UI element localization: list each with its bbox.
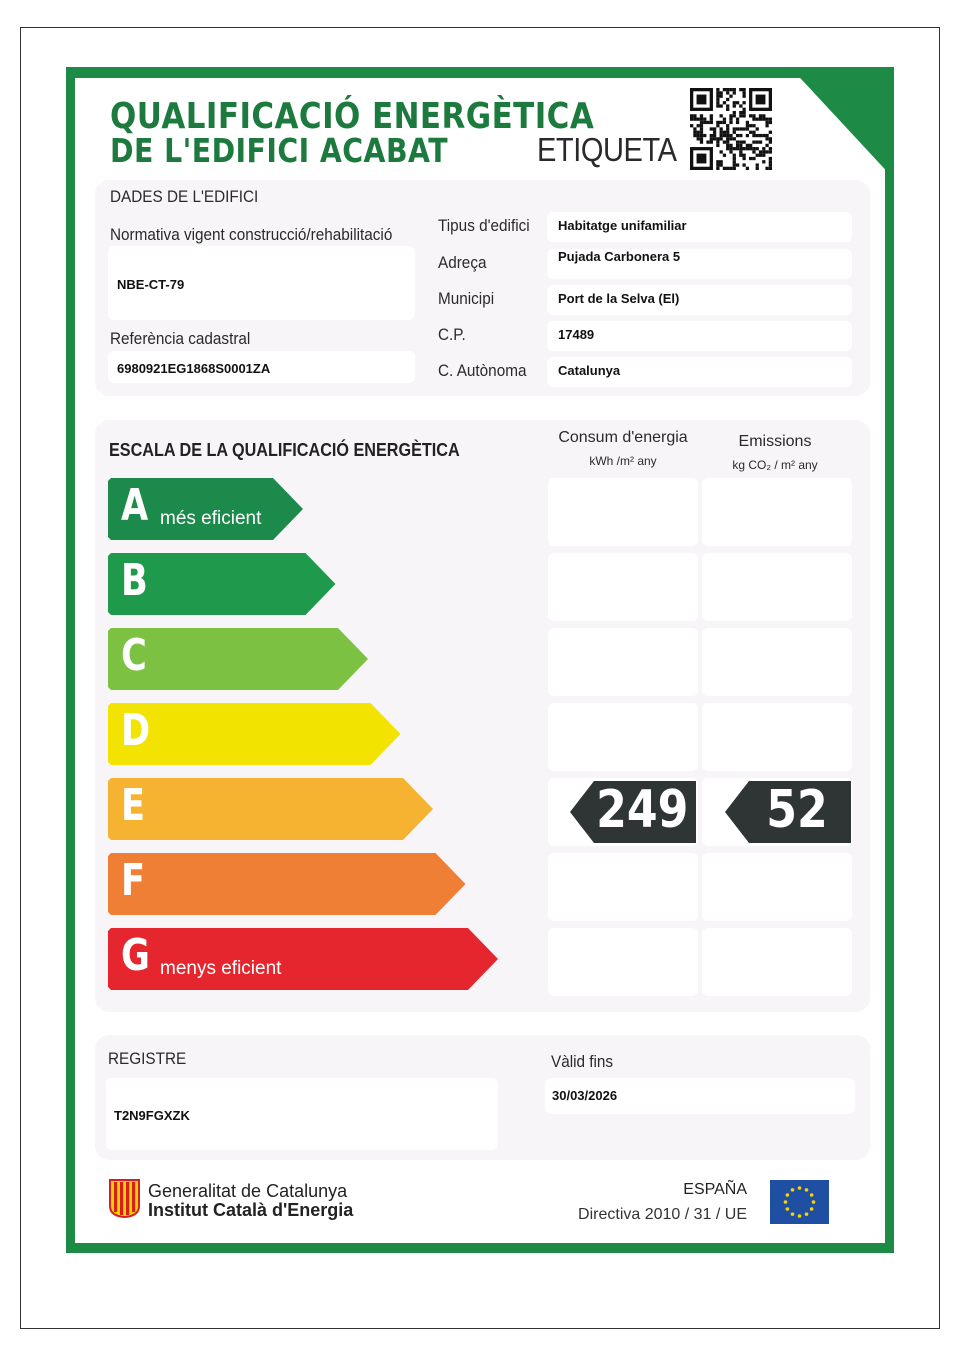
band-note: menys eficient bbox=[160, 958, 282, 979]
registre-label: REGISTRE bbox=[108, 1049, 187, 1068]
band-letter: E bbox=[121, 780, 146, 831]
registre-value: T2N9FGXZK bbox=[114, 1108, 190, 1123]
cadastral-label: Referència cadastral bbox=[110, 329, 251, 348]
field-label: C. Autònoma bbox=[438, 361, 527, 380]
energy-band-d bbox=[108, 703, 401, 765]
field-label: Adreça bbox=[438, 253, 487, 272]
qr-code-icon bbox=[690, 88, 772, 170]
consum-cell bbox=[548, 553, 698, 621]
emissions-cell bbox=[702, 928, 852, 996]
page-title: QUALIFICACIÓ ENERGÈTICA bbox=[110, 96, 595, 137]
consum-cell bbox=[548, 853, 698, 921]
energy-band-b bbox=[108, 553, 336, 615]
field-label: Municipi bbox=[438, 289, 495, 308]
band-note: més eficient bbox=[160, 508, 262, 529]
emissions-heading: Emissions bbox=[738, 433, 812, 450]
consum-cell bbox=[548, 628, 698, 696]
band-arrow-shape bbox=[108, 703, 401, 765]
field-value: Pujada Carbonera 5 bbox=[558, 249, 681, 264]
generalitat-logo-icon bbox=[108, 1178, 141, 1218]
energy-band-e bbox=[108, 778, 433, 840]
emissions-cell bbox=[702, 478, 852, 546]
normativa-value: NBE-CT-79 bbox=[117, 277, 185, 292]
field-value: Habitatge unifamiliar bbox=[558, 218, 687, 233]
consum-heading: Consum d'energia bbox=[558, 429, 688, 446]
field-value: Catalunya bbox=[558, 363, 621, 378]
band-letter: B bbox=[121, 555, 148, 606]
field-label: C.P. bbox=[438, 325, 466, 344]
eu-flag-icon bbox=[770, 1180, 829, 1224]
valid-label: Vàlid fins bbox=[551, 1052, 614, 1071]
emissions-cell bbox=[702, 703, 852, 771]
energy-band-g bbox=[108, 928, 498, 990]
scale-title: ESCALA DE LA QUALIFICACIÓ ENERGÈTICA bbox=[109, 440, 460, 460]
page-subtitle: DE L'EDIFICI ACABAT bbox=[110, 131, 448, 170]
emissions-unit: kg CO₂ / m² any bbox=[732, 458, 818, 472]
consum-cell bbox=[548, 703, 698, 771]
field-value: 17489 bbox=[558, 327, 595, 342]
band-letter: F bbox=[121, 855, 146, 906]
band-arrow-shape bbox=[108, 628, 368, 690]
band-arrow-shape bbox=[108, 778, 433, 840]
band-letter: D bbox=[121, 705, 151, 756]
badge-value: 52 bbox=[766, 780, 828, 840]
energy-band-a bbox=[108, 478, 303, 540]
building-section-title: DADES DE L'EDIFICI bbox=[110, 187, 259, 206]
consum-badge bbox=[570, 781, 696, 843]
field-label: Tipus d'edifici bbox=[438, 216, 530, 235]
org-name: Generalitat de Catalunya bbox=[148, 1181, 348, 1201]
consum-cell bbox=[548, 478, 698, 546]
band-arrow-shape bbox=[108, 853, 466, 915]
corner-triangle-icon bbox=[790, 67, 894, 179]
field-value: Port de la Selva (El) bbox=[558, 291, 680, 306]
consum-unit: kWh /m² any bbox=[589, 454, 657, 468]
band-letter: C bbox=[121, 630, 147, 681]
country-label: ESPAÑA bbox=[683, 1181, 747, 1198]
emissions-cell bbox=[702, 553, 852, 621]
institute-name: Institut Català d'Energia bbox=[148, 1200, 354, 1220]
emissions-cell bbox=[702, 628, 852, 696]
normativa-label: Normativa vigent construcció/rehabilitació bbox=[110, 225, 393, 244]
emissions-cell bbox=[702, 853, 852, 921]
consum-cell bbox=[548, 928, 698, 996]
directive-label: Directiva 2010 / 31 / UE bbox=[578, 1206, 747, 1223]
energy-band-f bbox=[108, 853, 466, 915]
cadastral-value: 6980921EG1868S0001ZA bbox=[117, 361, 271, 376]
label-type: ETIQUETA bbox=[537, 131, 677, 168]
energy-band-c bbox=[108, 628, 368, 690]
emissions-badge bbox=[725, 781, 851, 843]
band-letter: A bbox=[121, 480, 149, 531]
badge-value: 249 bbox=[596, 780, 689, 840]
band-letter: G bbox=[121, 930, 150, 981]
valid-value: 30/03/2026 bbox=[552, 1088, 618, 1103]
